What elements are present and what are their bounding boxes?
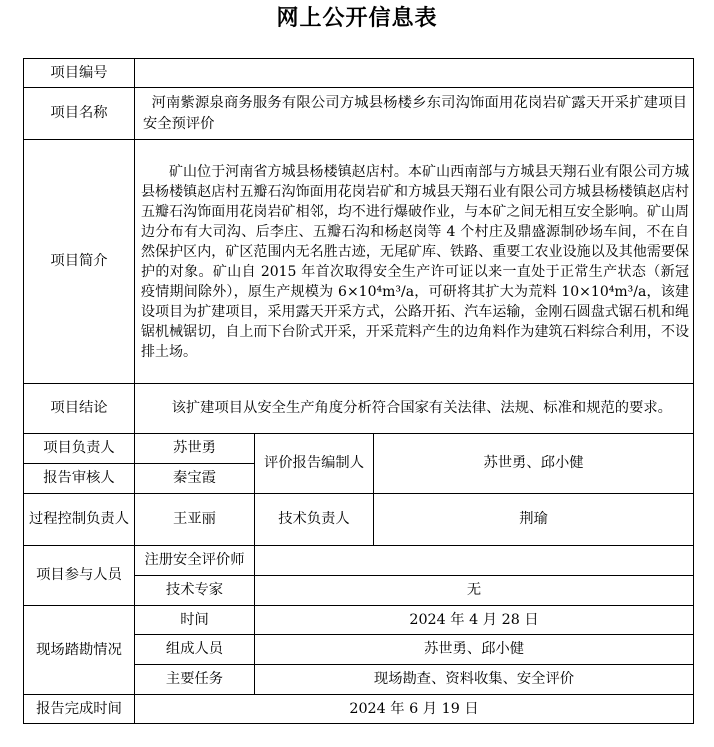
project-no-value (135, 59, 694, 88)
completion-time-value: 2024 年 6 月 19 日 (135, 695, 694, 724)
table-row (24, 695, 694, 724)
survey-time-label: 时间 (135, 606, 255, 635)
project-no-label: 项目编号 (24, 59, 135, 88)
tech-leader-label: 技术负责人 (255, 494, 374, 546)
tech-expert-label: 技术专家 (135, 576, 255, 606)
participants-label: 项目参与人员 (24, 546, 135, 606)
project-name-value: 河南紫源泉商务服务有限公司方城县杨楼乡东司沟饰面用花岗岩矿露天开采扩建项目安全预评价 (135, 88, 694, 140)
table-row (24, 59, 694, 88)
process-controller-value: 王亚丽 (135, 494, 255, 546)
survey-tasks-label: 主要任务 (135, 665, 255, 695)
table-row (24, 434, 694, 464)
table-row (24, 140, 694, 384)
registered-assessor-label: 注册安全评价师 (135, 546, 255, 576)
project-leader-label: 项目负责人 (24, 434, 135, 464)
page-title: 网上公开信息表 (276, 6, 438, 31)
project-intro-label: 项目简介 (24, 140, 135, 384)
report-reviewer-value: 秦宝霞 (135, 464, 255, 494)
table-row (24, 494, 694, 546)
project-conclusion-value: 该扩建项目从安全生产角度分析符合国家有关法律、法规、标准和规范的要求。 (135, 384, 694, 434)
table-row (24, 88, 694, 140)
report-reviewer-label: 报告审核人 (24, 464, 135, 494)
info-table (23, 58, 694, 724)
survey-members-label: 组成人员 (135, 635, 255, 665)
project-conclusion-label: 项目结论 (24, 384, 135, 434)
report-editor-label: 评价报告编制人 (255, 434, 374, 494)
survey-tasks-value: 现场勘查、资料收集、安全评价 (255, 665, 694, 695)
table-row (24, 384, 694, 434)
project-intro-value: 矿山位于河南省方城县杨楼镇赵店村。本矿山西南部与方城县天翔石业有限公司方城县杨楼镇赵店村五瓣石沟饰面用花岗岩矿和方城县天翔石业有限公司方城县杨楼镇赵店村五瓣石沟饰面用花岗岩矿相邻，均不进行爆破作业，与本矿之间无相互安全影响。矿山周边分布有大司沟、后李庄、五瓣石沟和杨赵岗等 4 个村庄及鼎盛源制砂场车间，不在自然保护区内，矿区范围内无名胜古迹，无尾矿库、铁路、重要工农业设施以及其他需要保护的对象。矿山自 2015 年首次取得安全生产许可证以来一直处于正常生产状态（新冠疫情期间除外），原生产规模为 6×10⁴m³/a，可研将其扩大为荒料 10×10⁴m³/a，该建设项目为扩建项目，采用露天开采方式，公路开拓、汽车运输，金刚石圆盘式锯石机和绳锯机械锯切，自上而下台阶式开采，开采荒料产生的边角料作为建筑石料综合利用，不设排土场。 (135, 140, 694, 384)
tech-leader-value: 荆瑜 (374, 494, 694, 546)
survey-time-value: 2024 年 4 月 28 日 (255, 606, 694, 635)
survey-members-value: 苏世勇、邱小健 (255, 635, 694, 665)
site-survey-label: 现场踏勘情况 (24, 606, 135, 695)
table-row (24, 606, 694, 635)
completion-time-label: 报告完成时间 (24, 695, 135, 724)
project-name-label: 项目名称 (24, 88, 135, 140)
tech-expert-value: 无 (255, 576, 694, 606)
report-editor-value: 苏世勇、邱小健 (374, 434, 694, 494)
process-controller-label: 过程控制负责人 (24, 494, 135, 546)
table-row (24, 546, 694, 576)
project-leader-value: 苏世勇 (135, 434, 255, 464)
registered-assessor-value (255, 546, 694, 576)
